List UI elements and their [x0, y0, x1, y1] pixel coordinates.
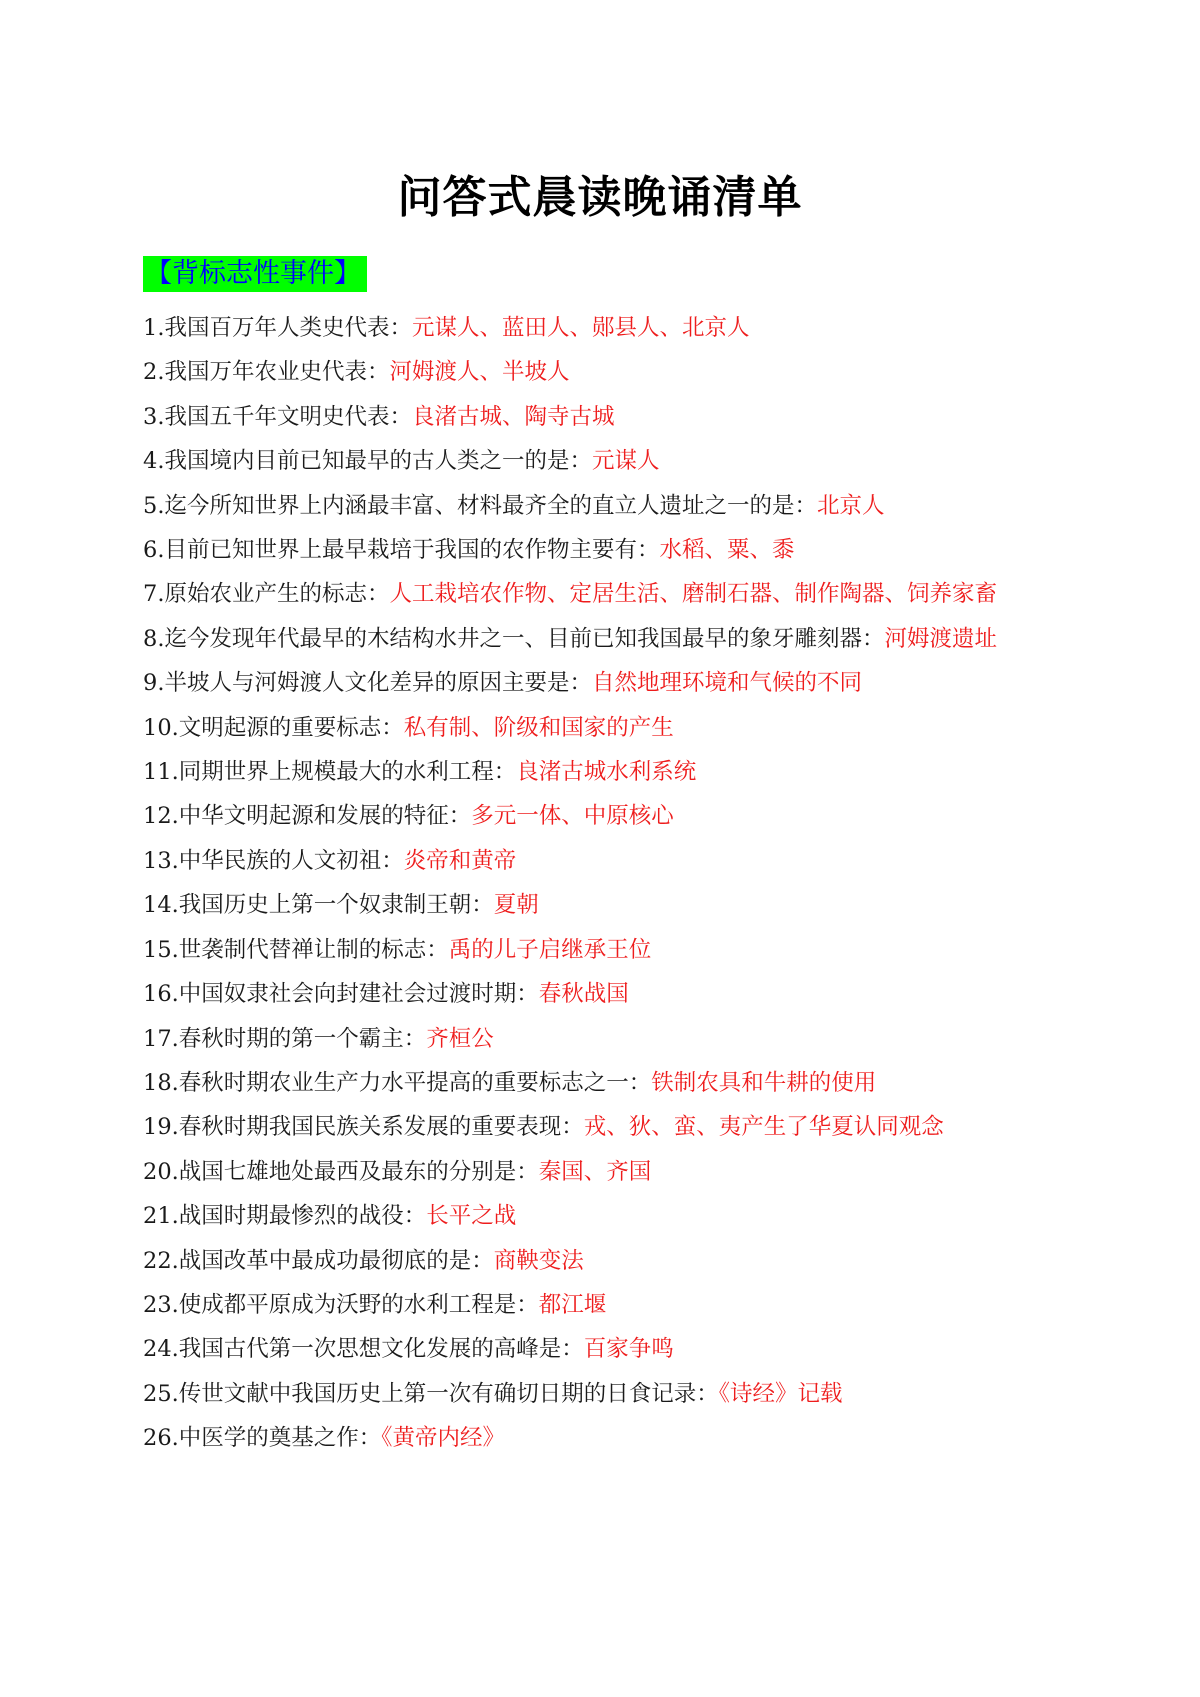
answer-text: 戎、狄、蛮、夷产生了华夏认同观念 [583, 1114, 944, 1141]
qa-item [143, 1105, 1043, 1149]
answer-text: 《黄帝内经》 [381, 1425, 506, 1452]
answer-text: 禹的儿子启继承王位 [448, 936, 652, 963]
qa-item [143, 706, 1043, 750]
section-heading: 【背标志性事件】 [143, 256, 367, 292]
qa-item [143, 1372, 1043, 1416]
question-text: 6.目前已知世界上最早栽培于我国的农作物主要有： [143, 537, 660, 564]
qa-item [143, 661, 1043, 705]
answer-text: 《诗经》记载 [718, 1380, 843, 1407]
qa-item [143, 1416, 1043, 1460]
question-text: 16.中国奴隶社会向封建社会过渡时期： [143, 981, 539, 1008]
answer-text: 长平之战 [426, 1203, 517, 1230]
question-text: 3.我国五千年文明史代表： [143, 403, 412, 430]
qa-item [143, 1327, 1043, 1371]
qa-list [143, 306, 1043, 1461]
question-text: 13.中华民族的人文初祖： [143, 847, 404, 874]
question-text: 12.中华文明起源和发展的特征： [143, 803, 472, 830]
question-text: 2.我国万年农业史代表： [143, 359, 390, 386]
qa-item [143, 350, 1043, 394]
question-text: 9.半坡人与河姆渡人文化差异的原因主要是： [143, 670, 592, 697]
question-text: 4.我国境内目前已知最早的古人类之一的是： [143, 448, 592, 475]
qa-item [143, 839, 1043, 883]
question-text: 5.迄今所知世界上内涵最丰富、材料最齐全的直立人遗址之一的是： [143, 492, 817, 519]
question-text: 10.文明起源的重要标志： [143, 714, 404, 741]
question-text: 23.使成都平原成为沃野的水利工程是： [143, 1291, 539, 1318]
answer-text: 春秋战国 [538, 981, 629, 1008]
question-text: 7.原始农业产生的标志： [143, 581, 390, 608]
question-text: 1.我国百万年人类史代表： [143, 315, 412, 341]
answer-text: 铁制农具和牛耕的使用 [651, 1069, 877, 1096]
qa-item [143, 572, 1043, 616]
qa-item [143, 395, 1043, 439]
question-text: 8.迄今发现年代最早的木结构水井之一、目前已知我国最早的象牙雕刻器： [143, 625, 885, 652]
qa-item [143, 928, 1043, 972]
answer-text: 北京人 [816, 492, 885, 519]
answer-text: 秦国、齐国 [538, 1158, 652, 1185]
answer-text: 良渚古城水利系统 [516, 759, 697, 786]
qa-item [143, 1017, 1043, 1061]
answer-text: 炎帝和黄帝 [403, 847, 517, 874]
qa-item [143, 750, 1043, 794]
qa-item [143, 1283, 1043, 1327]
answer-text: 齐桓公 [426, 1025, 494, 1052]
question-text: 24.我国古代第一次思想文化发展的高峰是： [143, 1336, 584, 1363]
qa-item [143, 528, 1043, 572]
answer-text: 多元一体、中原核心 [471, 803, 674, 830]
answer-text: 良渚古城、陶寺古城 [411, 403, 615, 430]
answer-text: 河姆渡人、半坡人 [389, 359, 570, 386]
question-text: 19.春秋时期我国民族关系发展的重要表现： [143, 1114, 584, 1141]
answer-text: 自然地理环境和气候的不同 [591, 670, 862, 697]
question-text: 25.传世文献中我国历史上第一次有确切日期的日食记录： [143, 1380, 719, 1407]
question-text: 17.春秋时期的第一个霸主： [143, 1025, 427, 1052]
answer-text: 夏朝 [493, 892, 539, 919]
qa-item [143, 484, 1043, 528]
answer-text: 私有制、阶级和国家的产生 [403, 714, 674, 741]
question-text: 15.世袭制代替禅让制的标志： [143, 936, 449, 963]
page-title: 问答式晨读晚诵清单 [397, 172, 803, 223]
question-text: 18.春秋时期农业生产力水平提高的重要标志之一： [143, 1069, 652, 1096]
question-text: 20.战国七雄地处最西及最东的分别是： [143, 1158, 539, 1185]
qa-item [143, 1150, 1043, 1194]
question-text: 11.同期世界上规模最大的水利工程： [143, 759, 517, 786]
question-text: 14.我国历史上第一个奴隶制王朝： [143, 892, 494, 919]
answer-text: 人工栽培农作物、定居生活、磨制石器、制作陶器、饲养家畜 [389, 581, 997, 608]
qa-item [143, 439, 1043, 483]
answer-text: 水稻、粟、黍 [659, 537, 795, 564]
answer-text: 元谋人、蓝田人、郧县人、北京人 [411, 315, 750, 341]
answer-text: 河姆渡遗址 [884, 625, 997, 652]
qa-item [143, 883, 1043, 927]
qa-item [143, 972, 1043, 1016]
qa-item [143, 1194, 1043, 1238]
qa-item [143, 1061, 1043, 1105]
qa-item [143, 1239, 1043, 1283]
answer-text: 商鞅变法 [493, 1247, 584, 1274]
question-text: 22.战国改革中最成功最彻底的是： [143, 1247, 494, 1274]
qa-item [143, 306, 1043, 350]
question-text: 26.中医学的奠基之作： [143, 1425, 382, 1452]
qa-item [143, 617, 1043, 661]
question-text: 21.战国时期最惨烈的战役： [143, 1203, 427, 1230]
answer-text: 百家争鸣 [583, 1336, 674, 1363]
qa-item [143, 794, 1043, 838]
answer-text: 都江堰 [538, 1291, 607, 1318]
answer-text: 元谋人 [591, 448, 660, 475]
